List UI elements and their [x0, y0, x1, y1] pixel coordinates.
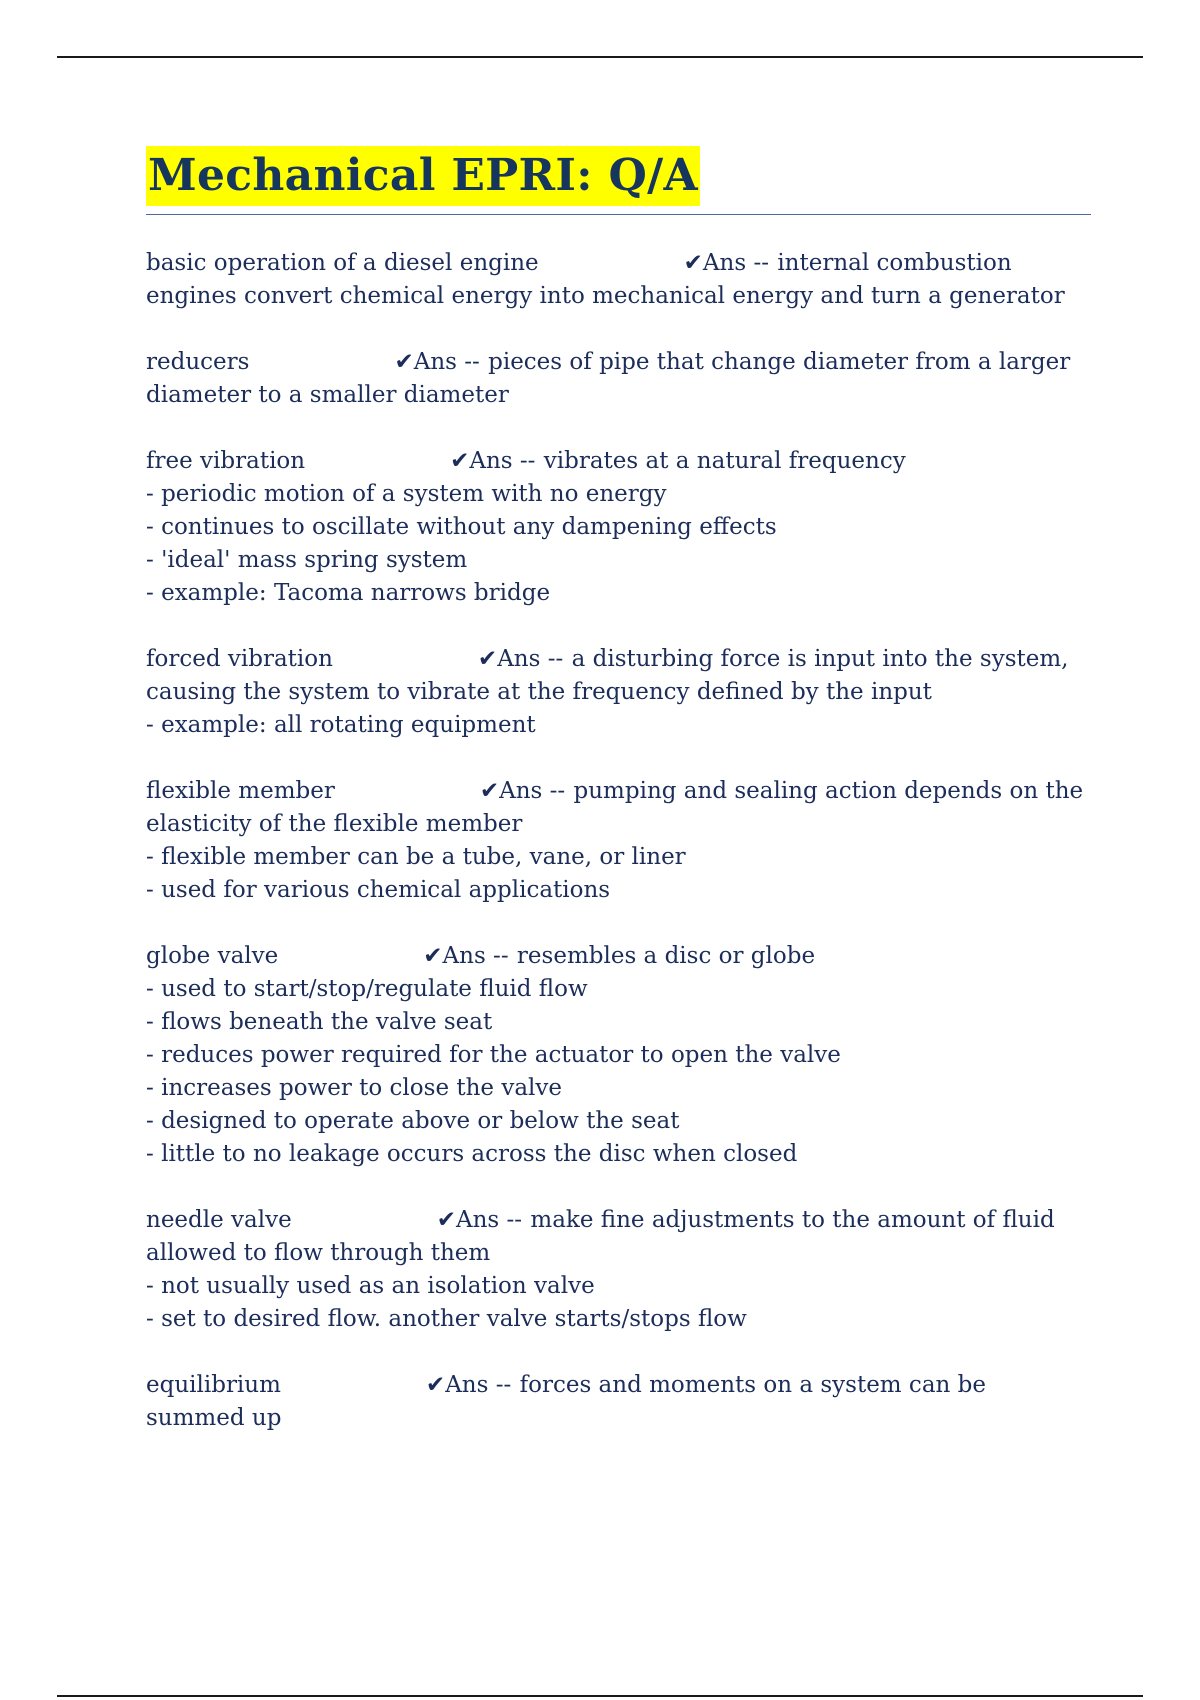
question-text: globe valve	[146, 943, 279, 969]
qa-item	[146, 940, 1091, 1171]
check-icon: ✔Ans --	[479, 778, 573, 804]
bullet-line: - designed to operate above or below the seat	[146, 1108, 680, 1134]
answer-text: pieces of pipe that change diameter from a larger diameter to a smaller diameter	[146, 349, 1071, 408]
check-icon: ✔Ans --	[683, 250, 777, 276]
header-rule	[57, 56, 1143, 58]
document-page	[146, 146, 1091, 1468]
bullet-line: - set to desired flow. another valve starts/stops flow	[146, 1306, 747, 1332]
bullet-line: - not usually used as an isolation valve	[146, 1273, 595, 1299]
title-block	[146, 146, 1091, 215]
question-text: needle valve	[146, 1207, 292, 1233]
footer-rule	[57, 1695, 1143, 1697]
check-icon: ✔Ans --	[394, 349, 488, 375]
qa-item	[146, 775, 1091, 907]
answer-text: forces and moments on a system can be summed up	[146, 1372, 986, 1431]
check-icon: ✔Ans --	[450, 448, 543, 474]
check-icon: ✔Ans --	[436, 1207, 530, 1233]
qa-item	[146, 346, 1091, 412]
question-text: flexible member	[146, 778, 335, 804]
bullet-line: - 'ideal' mass spring system	[146, 547, 468, 573]
check-icon: ✔Ans --	[423, 943, 516, 969]
bullet-line: - increases power to close the valve	[146, 1075, 563, 1101]
check-icon: ✔Ans --	[425, 1372, 519, 1398]
question-text: free vibration	[146, 448, 306, 474]
bullet-line: - flows beneath the valve seat	[146, 1009, 493, 1035]
question-text: reducers	[146, 349, 250, 375]
answer-text: pumping and sealing action depends on the elasticity of the flexible member	[146, 778, 1084, 837]
qa-item	[146, 643, 1091, 742]
bullet-line: - example: all rotating equipment	[146, 712, 536, 738]
qa-item	[146, 445, 1091, 610]
answer-text: internal combustion engines convert chemical energy into mechanical energy and turn a generator	[146, 250, 1065, 309]
bullet-line: - reduces power required for the actuator to open the valve	[146, 1042, 841, 1068]
answer-text: a disturbing force is input into the system, causing the system to vibrate at the frequency defined by the input	[146, 646, 1069, 705]
qa-item	[146, 1204, 1091, 1336]
bullet-line: - flexible member can be a tube, vane, or liner	[146, 844, 686, 870]
check-icon: ✔Ans --	[477, 646, 571, 672]
bullet-line: - continues to oscillate without any dampening effects	[146, 514, 777, 540]
document-title: Mechanical EPRI: Q/A	[146, 146, 700, 206]
qa-item	[146, 1369, 1091, 1435]
bullet-line: - used for various chemical applications	[146, 877, 611, 903]
bullet-line: - little to no leakage occurs across the disc when closed	[146, 1141, 798, 1167]
answer-text: resembles a disc or globe	[516, 943, 816, 969]
bullet-line: - used to start/stop/regulate fluid flow	[146, 976, 588, 1002]
question-text: equilibrium	[146, 1372, 281, 1398]
bullet-line: - periodic motion of a system with no energy	[146, 481, 667, 507]
answer-text: vibrates at a natural frequency	[543, 448, 906, 474]
qa-item	[146, 247, 1091, 313]
answer-text: make fine adjustments to the amount of fluid allowed to flow through them	[146, 1207, 1055, 1266]
qa-list	[146, 247, 1091, 1435]
bullet-line: - example: Tacoma narrows bridge	[146, 580, 551, 606]
question-text: basic operation of a diesel engine	[146, 250, 539, 276]
question-text: forced vibration	[146, 646, 333, 672]
